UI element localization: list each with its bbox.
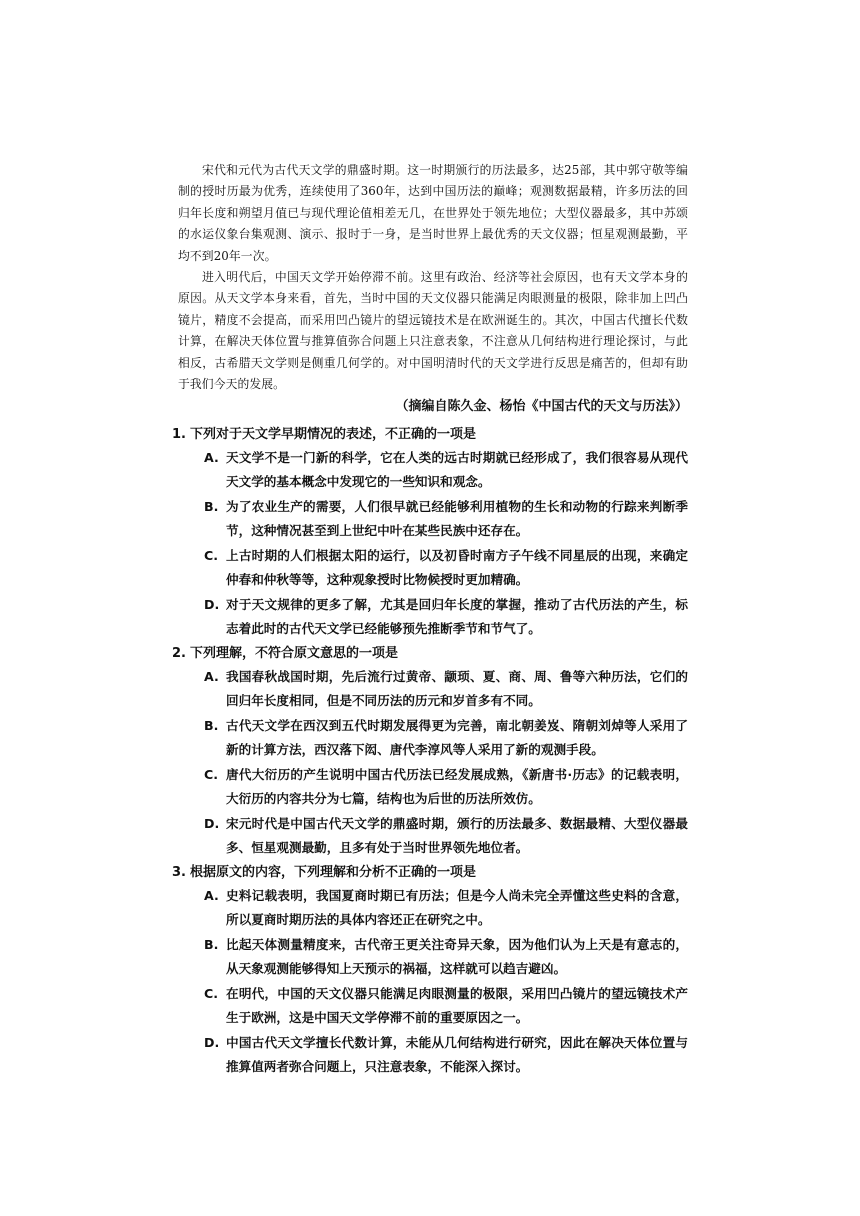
question-1 [172,424,688,641]
option-text: 上古时期的人们根据太阳的运行，以及初昏时南方子午线不同星辰的出现，来确定仲春和仲秋等等，这种观象授时比物候授时更加精确。 [226,548,688,588]
option-d [178,1031,688,1079]
option-b [178,714,688,762]
option-letter: A. [204,450,219,466]
option-letter: D. [204,1035,220,1051]
page-content [172,160,688,1080]
option-c [178,763,688,811]
option-letter: A. [204,669,219,685]
passage-paragraph-2: 进入明代后，中国天文学开始停滞不前。这里有政治、经济等社会原因，也有天文学本身的原因。从天文学本身来看，首先，当时中国的天文仪器只能满足肉眼测量的极限，除非加上凹凸镜片，精度不会提高，而采用凹凸镜片的望远镜技术是在欧洲诞生的。其次，中国古代擅长代数计算，在解决天体位置与推算值弥合问题上只注意表象，不注意从几何结构进行理论探讨，与此相反，古希腊天文学则是侧重几何学的。对中国明清时代的天文学进行反思是痛苦的，但却有助于我们今天的发展。 [178,270,688,392]
question-stem [172,643,688,665]
question-number: 3. [172,865,186,881]
option-b [178,933,688,981]
option-letter: B. [204,937,219,953]
option-letter: C. [204,767,219,783]
question-3 [172,862,688,1079]
option-a [178,446,688,494]
option-text: 史料记载表明，我国夏商时期已有历法；但是今人尚未完全弄懂这些史料的含意，所以夏商时期历法的具体内容还正在研究之中。 [226,888,688,928]
option-text: 天文学不是一门新的科学，它在人类的远古时期就已经形成了，我们很容易从现代天文学的基本概念中发现它的一些知识和观念。 [226,450,688,490]
question-number: 1. [172,427,186,443]
option-text: 对于天文规律的更多了解，尤其是回归年长度的掌握，推动了古代历法的产生，标志着此时的古代天文学已经能够预先推断季节和节气了。 [226,597,688,637]
option-text: 我国春秋战国时期，先后流行过黄帝、颛顼、夏、商、周、鲁等六种历法，它们的回归年长度相同，但是不同历法的历元和岁首多有不同。 [226,669,688,709]
option-c [178,982,688,1030]
option-text: 比起天体测量精度来，古代帝王更关注奇异天象，因为他们认为上天是有意志的，从天象观测能够得知上天预示的祸福，这样就可以趋吉避凶。 [226,937,688,977]
option-letter: A. [204,888,219,904]
option-letter: B. [204,718,219,734]
option-d [178,812,688,860]
option-letter: C. [204,548,219,564]
option-letter: C. [204,986,219,1002]
question-stem-text: 下列对于天文学早期情况的表述，不正确的一项是 [190,427,477,443]
question-stem-text: 根据原文的内容，下列理解和分析不正确的一项是 [190,865,477,881]
option-text: 在明代，中国的天文仪器只能满足肉眼测量的极限，采用凹凸镜片的望远镜技术产生于欧洲，这是中国天文学停滞不前的重要原因之一。 [226,986,688,1026]
question-stem-text: 下列理解，不符合原文意思的一项是 [190,646,399,662]
option-letter: D. [204,816,220,832]
option-b [178,495,688,543]
option-text: 宋元时代是中国古代天文学的鼎盛时期，颁行的历法最多、数据最精、大型仪器最多、恒星观测最勤，且多有处于当时世界领先地位者。 [226,816,688,856]
question-2 [172,643,688,860]
option-c [178,544,688,592]
option-letter: B. [204,499,219,515]
option-a [178,884,688,932]
option-text: 中国古代天文学擅长代数计算，未能从几何结构进行研究，因此在解决天体位置与推算值两者弥合问题上，只注意表象，不能深入探讨。 [226,1035,688,1075]
option-letter: D. [204,597,220,613]
question-stem [172,862,688,884]
option-a [178,665,688,713]
passage-paragraph-1: 宋代和元代为古代天文学的鼎盛时期。这一时期颁行的历法最多，达25部，其中郭守敬等编制的授时历最为优秀，连续使用了360年，达到中国历法的巅峰；观测数据最精，许多历法的回归年长度和朔望月值已与现代理论值相差无几，在世界处于领先地位；大型仪器最多，其中苏颂的水运仪象台集观测、演示、报时于一身，是当时世界上最优秀的天文仪器；恒星观测最勤，平均不到20年一次。 [178,163,688,263]
option-d [178,593,688,641]
option-text: 古代天文学在西汉到五代时期发展得更为完善，南北朝姜岌、隋朝刘焯等人采用了新的计算方法，西汉落下闳、唐代李淳风等人采用了新的观测手段。 [226,718,688,758]
option-text: 唐代大衍历的产生说明中国古代历法已经发展成熟，《新唐书·历志》的记载表明，大衍历的内容共分为七篇，结构也为后世的历法所效仿。 [226,767,688,807]
option-text: 为了农业生产的需要，人们很早就已经能够利用植物的生长和动物的行踪来判断季节，这种情况甚至到上世纪中叶在某些民族中还存在。 [226,499,688,539]
question-number: 2. [172,646,186,662]
passage-source: （摘编自陈久金、杨怡《中国古代的天文与历法》） [395,399,688,415]
question-stem [172,424,688,446]
